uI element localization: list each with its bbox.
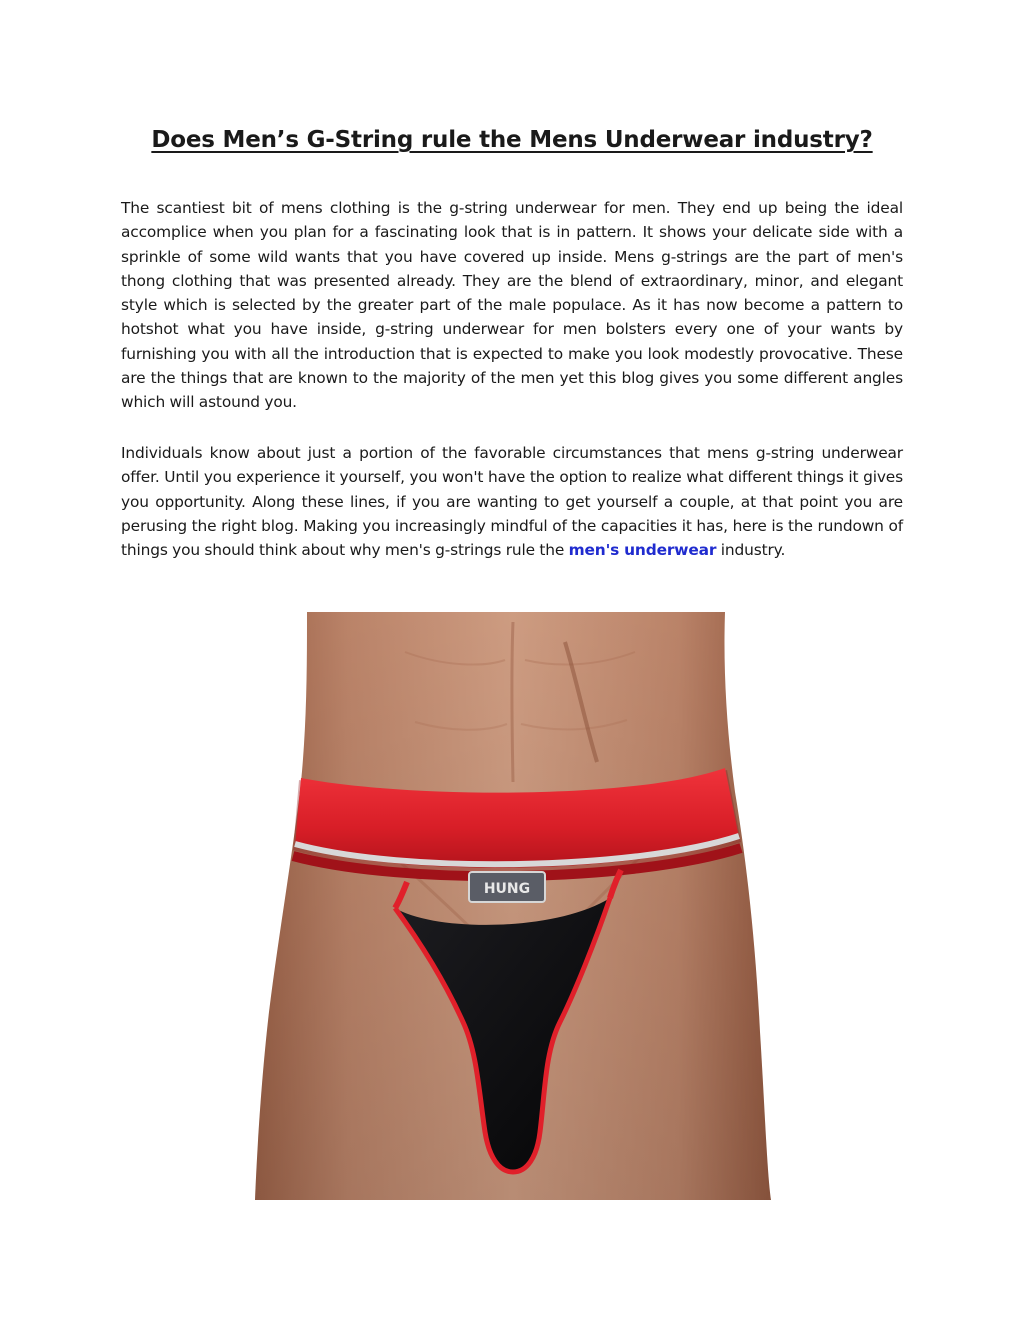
mens-underwear-link[interactable]: men's underwear xyxy=(568,541,717,560)
second-paragraph xyxy=(121,441,903,562)
page-title: Does Men’s G-String rule the Mens Underwear industry? xyxy=(151,127,873,153)
intro-paragraph: The scantiest bit of mens clothing is the g-string underwear for men. They end up being the ideal accomplice when you plan for a fascinating look that is in pattern. It shows your delicate side with a sprinkle of some wild wants that you have covered up inside. Mens g-strings are the part of men's thong clothing that was presented already. They are the blend of extraordinary, minor, and elegant style which is selected by the greater part of the male populace. As it has now become a pattern to hotshot what you have inside, g-string underwear for men bolsters every one of your wants by furnishing you with all the introduction that is expected to make you look modestly provocative. These are the things that are known to the majority of the men yet this blog gives you some different angles which will astound you. xyxy=(121,199,903,412)
product-photo xyxy=(255,612,771,1200)
second-paragraph-text: Individuals know about just a portion of the favorable circumstances that mens g-string underwear offer. Until you experience it yourself, you won't have the option to realize what different things it gives you opportunity. Along these lines, if you are wanting to get yourself a couple, at that point you are perusing the right blog. Making you increasingly mindful of the capacities it has, here is the rundown of things you should think about why men's g-strings rule the xyxy=(121,444,903,560)
brand-label-text: HUNG xyxy=(483,881,531,897)
second-paragraph-end: industry. xyxy=(720,541,786,560)
